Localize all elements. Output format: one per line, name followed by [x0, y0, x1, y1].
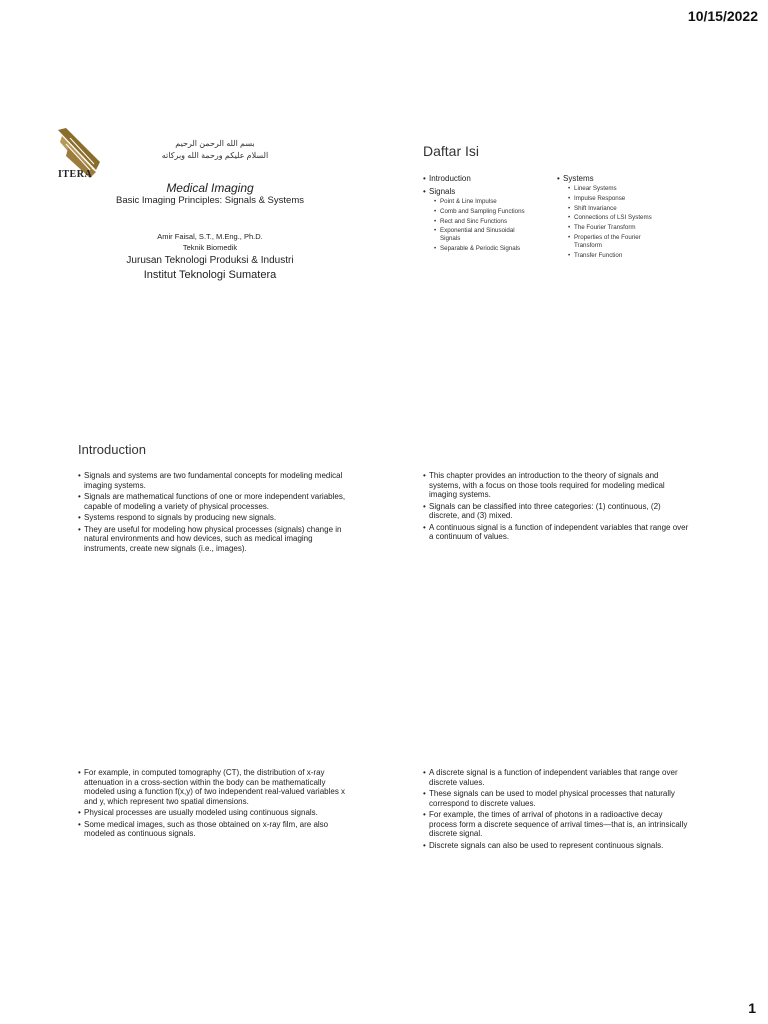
bullet-item: • These signals can be used to model physical processes that naturally correspond to discrete values. — [423, 789, 691, 808]
signals-intro-bullets — [423, 471, 691, 544]
toc-title: Daftar Isi — [423, 143, 480, 159]
arabic-basmalah: بسم الله الرحمن الرحيم — [175, 139, 255, 148]
author-name: Amir Faisal, S.T., M.Eng., Ph.D. — [157, 232, 263, 241]
discrete-signals-bullets — [423, 768, 691, 852]
introduction-heading: Introduction — [78, 442, 146, 457]
toc-subitem: • Exponential and Sinusoidal Signals — [434, 227, 530, 243]
toc-signals-sublist — [434, 198, 551, 253]
page-number: 1 — [748, 1000, 756, 1016]
toc-column-2 — [557, 174, 672, 262]
institute-name: Institut Teknologi Sumatera — [143, 269, 277, 281]
bullet-item: • They are useful for modeling how physical processes (signals) change in natural environments and how devices, such as medical imaging instruments, create new signals (i.e., images). — [78, 525, 346, 554]
bullet-item: • For example, the times of arrival of photons in a radioactive decay process form a discrete sequence of arrival times—that is, an intrinsically discrete signal. — [423, 810, 691, 839]
introduction-bullets — [78, 471, 346, 555]
bullet-item: • Signals and systems are two fundamental concepts for modeling medical imaging systems. — [78, 471, 346, 490]
arabic-salam: السلام عليكم ورحمة الله وبركاته — [161, 151, 269, 160]
toc-column-1 — [423, 174, 551, 256]
print-date: 10/15/2022 — [687, 8, 758, 24]
bullet-item: • A continuous signal is a function of independent variables that range over a continuum of values. — [423, 523, 691, 542]
bullet-item: • This chapter provides an introduction to the theory of signals and systems, with a focus on those tools required for modeling medical imaging systems. — [423, 471, 691, 500]
bullet-item: • Signals can be classified into three categories: (1) continuous, (2) discrete, and (3) mixed. — [423, 502, 691, 521]
toc-subitem: • Linear Systems — [568, 185, 672, 193]
toc-subitem: • Impulse Response — [568, 195, 672, 203]
program-name: Teknik Biomedik — [182, 243, 238, 252]
toc-subitem: • Transfer Function — [568, 252, 672, 260]
bullet-item: • Signals are mathematical functions of one or more independent variables, capable of modeling a variety of physical processes. — [78, 492, 346, 511]
bullet-item: • Discrete signals can also be used to represent continuous signals. — [423, 841, 691, 851]
toc-systems-sublist — [568, 185, 672, 259]
department-name: Jurusan Teknologi Produksi & Industri — [126, 255, 294, 266]
toc-subitem: • Separable & Periodic Signals — [434, 245, 551, 253]
toc-item-introduction: • Introduction — [423, 174, 551, 184]
bullet-item: • Systems respond to signals by producing new signals. — [78, 513, 346, 523]
toc-subitem: • Rect and Sinc Functions — [434, 218, 551, 226]
bullet-item: • For example, in computed tomography (CT), the distribution of x-ray attenuation in a cross-section within the body can be mathematically modeled using a function f(x,y) of two independent real-valued variables x and y, which represent two spatial dimensions. — [78, 768, 346, 806]
toc-subitem: • Properties of the Fourier Transform — [568, 234, 666, 250]
bullet-item: • Physical processes are usually modeled using continuous signals. — [78, 808, 346, 818]
presentation-subtitle: Basic Imaging Principles: Signals & Systems — [116, 195, 304, 206]
toc-subitem: • The Fourier Transform — [568, 224, 672, 232]
itera-logo-text: ITERA — [58, 169, 93, 180]
toc-item-systems: • Systems • Linear Systems • Impulse Response • Shift Invariance • Connections of LSI Systems • The Fourier Transform • Properties of the Fourier Transform • Transfer Function — [557, 174, 672, 259]
bullet-item: • A discrete signal is a function of independent variables that range over discrete values. — [423, 768, 691, 787]
continuous-signals-bullets — [78, 768, 346, 841]
toc-subitem: • Point & Line Impulse — [434, 198, 551, 206]
arabic-greeting — [140, 138, 290, 162]
toc-subitem: • Shift Invariance — [568, 205, 672, 213]
toc-item-signals: • Signals • Point & Line Impulse • Comb and Sampling Functions • Rect and Sinc Functions • Exponential and Sinusoidal Signals • Separable & Periodic Signals — [423, 187, 551, 253]
toc-subitem: • Connections of LSI Systems — [568, 214, 672, 222]
bullet-item: • Some medical images, such as those obtained on x-ray film, are also modeled as continuous signals. — [78, 820, 346, 839]
presentation-title: Medical Imaging — [166, 181, 254, 195]
toc-subitem: • Comb and Sampling Functions — [434, 208, 551, 216]
